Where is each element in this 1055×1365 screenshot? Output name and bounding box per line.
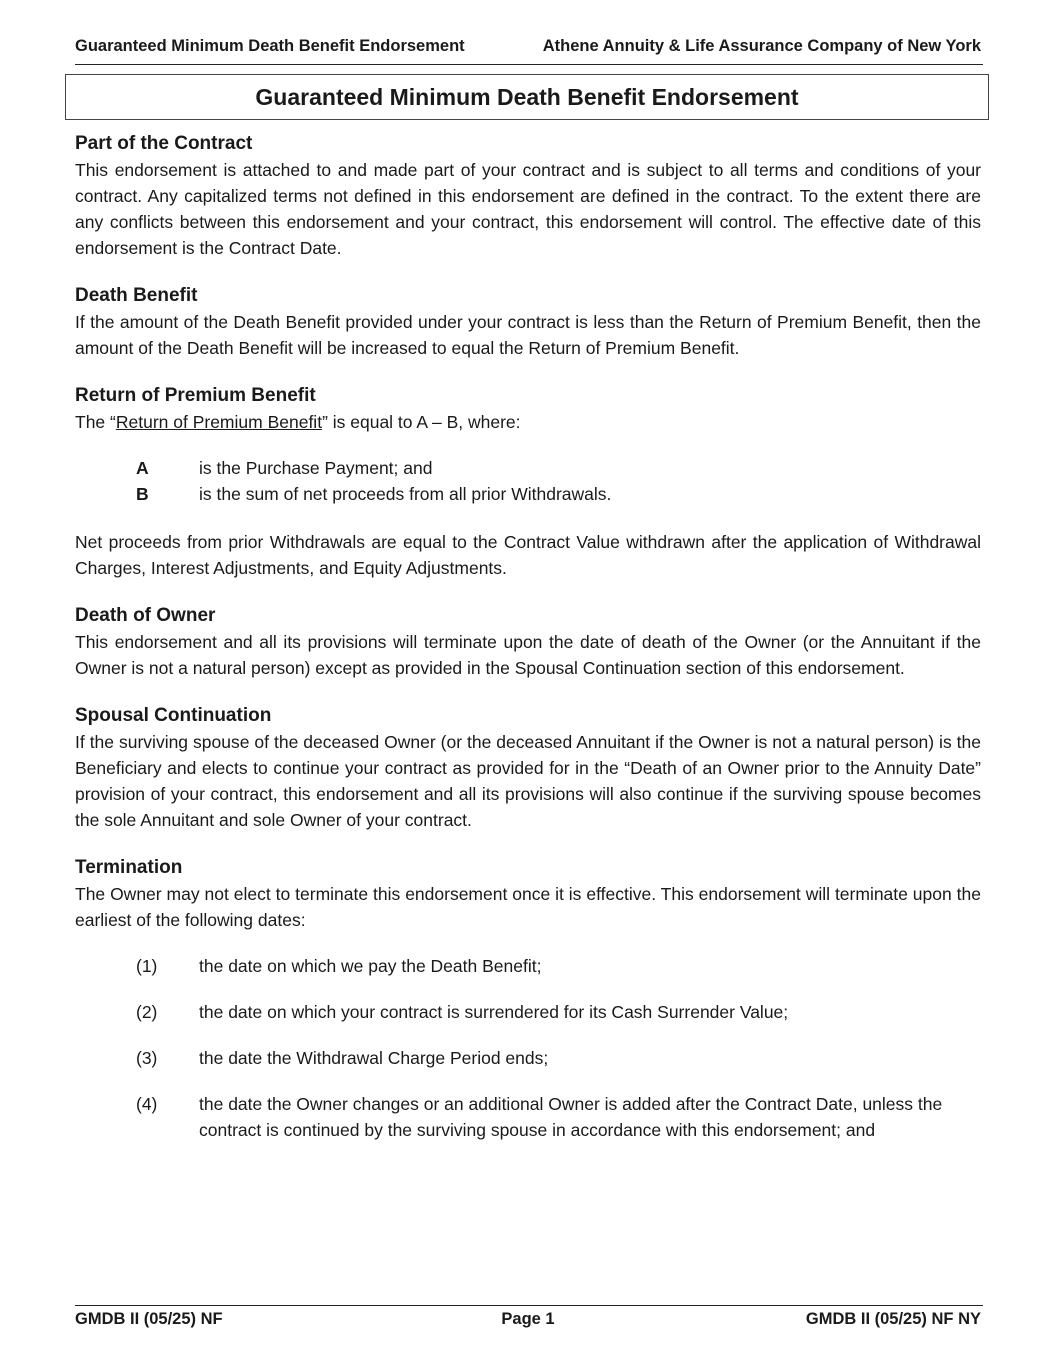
section-heading: Part of the Contract	[75, 133, 253, 154]
list-item-text: the date on which your contract is surrendered for its Cash Surrender Value;	[199, 1002, 789, 1022]
list-item-number: (3)	[136, 1048, 158, 1068]
page-footer	[75, 1309, 981, 1329]
section-termination	[75, 855, 981, 1143]
section-paragraph: This endorsement and all its provisions will terminate upon the date of death of the Owner (or the Annuitant if the Owner is not a natural person) except as provided in the Spousal Continuation section of this endorsement.	[75, 632, 981, 678]
header-company-name: Athene Annuity & Life Assurance Company of New York	[542, 37, 981, 55]
section-return-of-premium	[75, 383, 981, 581]
definition-list	[75, 455, 981, 507]
definition-text: is the sum of net proceeds from all prior Withdrawals.	[199, 484, 612, 504]
section-note: Net proceeds from prior Withdrawals are equal to the Contract Value withdrawn after the application of Withdrawal Charges, Interest Adjustments, and Equity Adjustments.	[75, 532, 981, 578]
section-spousal-continuation	[75, 703, 981, 833]
footer-page-number: Page 1	[501, 1310, 555, 1328]
list-item	[75, 999, 981, 1025]
section-heading: Death Benefit	[75, 285, 198, 306]
footer-form-number-ny: GMDB II (05/25) NF NY	[805, 1310, 981, 1328]
list-item	[75, 1091, 981, 1143]
list-item	[75, 953, 981, 979]
list-item-text: the date the Owner changes or an additional Owner is added after the Contract Date, unless the contract is continued by the surviving spouse in accordance with this endorsement; and	[199, 1094, 943, 1140]
defined-term: Return of Premium Benefit	[115, 412, 323, 432]
section-paragraph: The Owner may not elect to terminate this endorsement once it is effective. This endorsement will terminate upon the earliest of the following dates:	[75, 884, 981, 930]
list-item-text: the date on which we pay the Death Benefit;	[199, 956, 542, 976]
definition-key: B	[136, 484, 149, 504]
list-item	[75, 1045, 981, 1071]
section-paragraph: If the surviving spouse of the deceased Owner (or the deceased Annuitant if the Owner is not a natural person) is the Beneficiary and elects to continue your contract as provided for in the “Death of an Owner prior to the Annuity Date” provision of your contract, this endorsement and all its provisions will also continue if the surviving spouse becomes the sole Annuitant and sole Owner of your contract.	[75, 732, 981, 830]
section-heading: Death of Owner	[75, 605, 216, 626]
list-item-text: the date the Withdrawal Charge Period ends;	[199, 1048, 549, 1068]
section-heading: Return of Premium Benefit	[75, 385, 316, 406]
section-death-benefit	[75, 283, 981, 361]
section-paragraph: This endorsement is attached to and made part of your contract and is subject to all terms and conditions of your contract. Any capitalized terms not defined in this endorsement are defined in the contract. To the extent there are any conflicts between this endorsement and your contract, this endorsement will control. The effective date of this endorsement is the Contract Date.	[75, 160, 981, 258]
header-document-title: Guaranteed Minimum Death Benefit Endorsement	[75, 37, 465, 55]
section-heading: Termination	[75, 857, 183, 878]
section-paragraph: If the amount of the Death Benefit provided under your contract is less than the Return of Premium Benefit, then the amount of the Death Benefit will be increased to equal the Return of Premium Benefit.	[75, 312, 981, 358]
footer-form-number: GMDB II (05/25) NF	[75, 1310, 223, 1328]
definition-row	[75, 455, 981, 481]
section-death-of-owner	[75, 603, 981, 681]
definition-row	[75, 481, 981, 507]
section-part-of-contract	[75, 131, 981, 261]
list-item-number: (1)	[136, 956, 158, 976]
section-heading: Spousal Continuation	[75, 705, 272, 726]
definition-text: is the Purchase Payment; and	[199, 458, 433, 478]
document-body	[75, 131, 981, 1165]
list-item-number: (4)	[136, 1094, 158, 1114]
page-title-text: Guaranteed Minimum Death Benefit Endorsement	[255, 83, 799, 110]
intro-suffix: ” is equal to A – B, where:	[322, 412, 521, 432]
footer-divider	[75, 1305, 983, 1306]
termination-list	[75, 953, 981, 1143]
section-intro	[75, 409, 981, 435]
list-item-number: (2)	[136, 1002, 158, 1022]
page-title	[65, 74, 989, 120]
definition-key: A	[136, 458, 149, 478]
intro-prefix: The “	[75, 412, 116, 432]
running-header	[75, 36, 981, 56]
header-divider	[75, 64, 983, 65]
